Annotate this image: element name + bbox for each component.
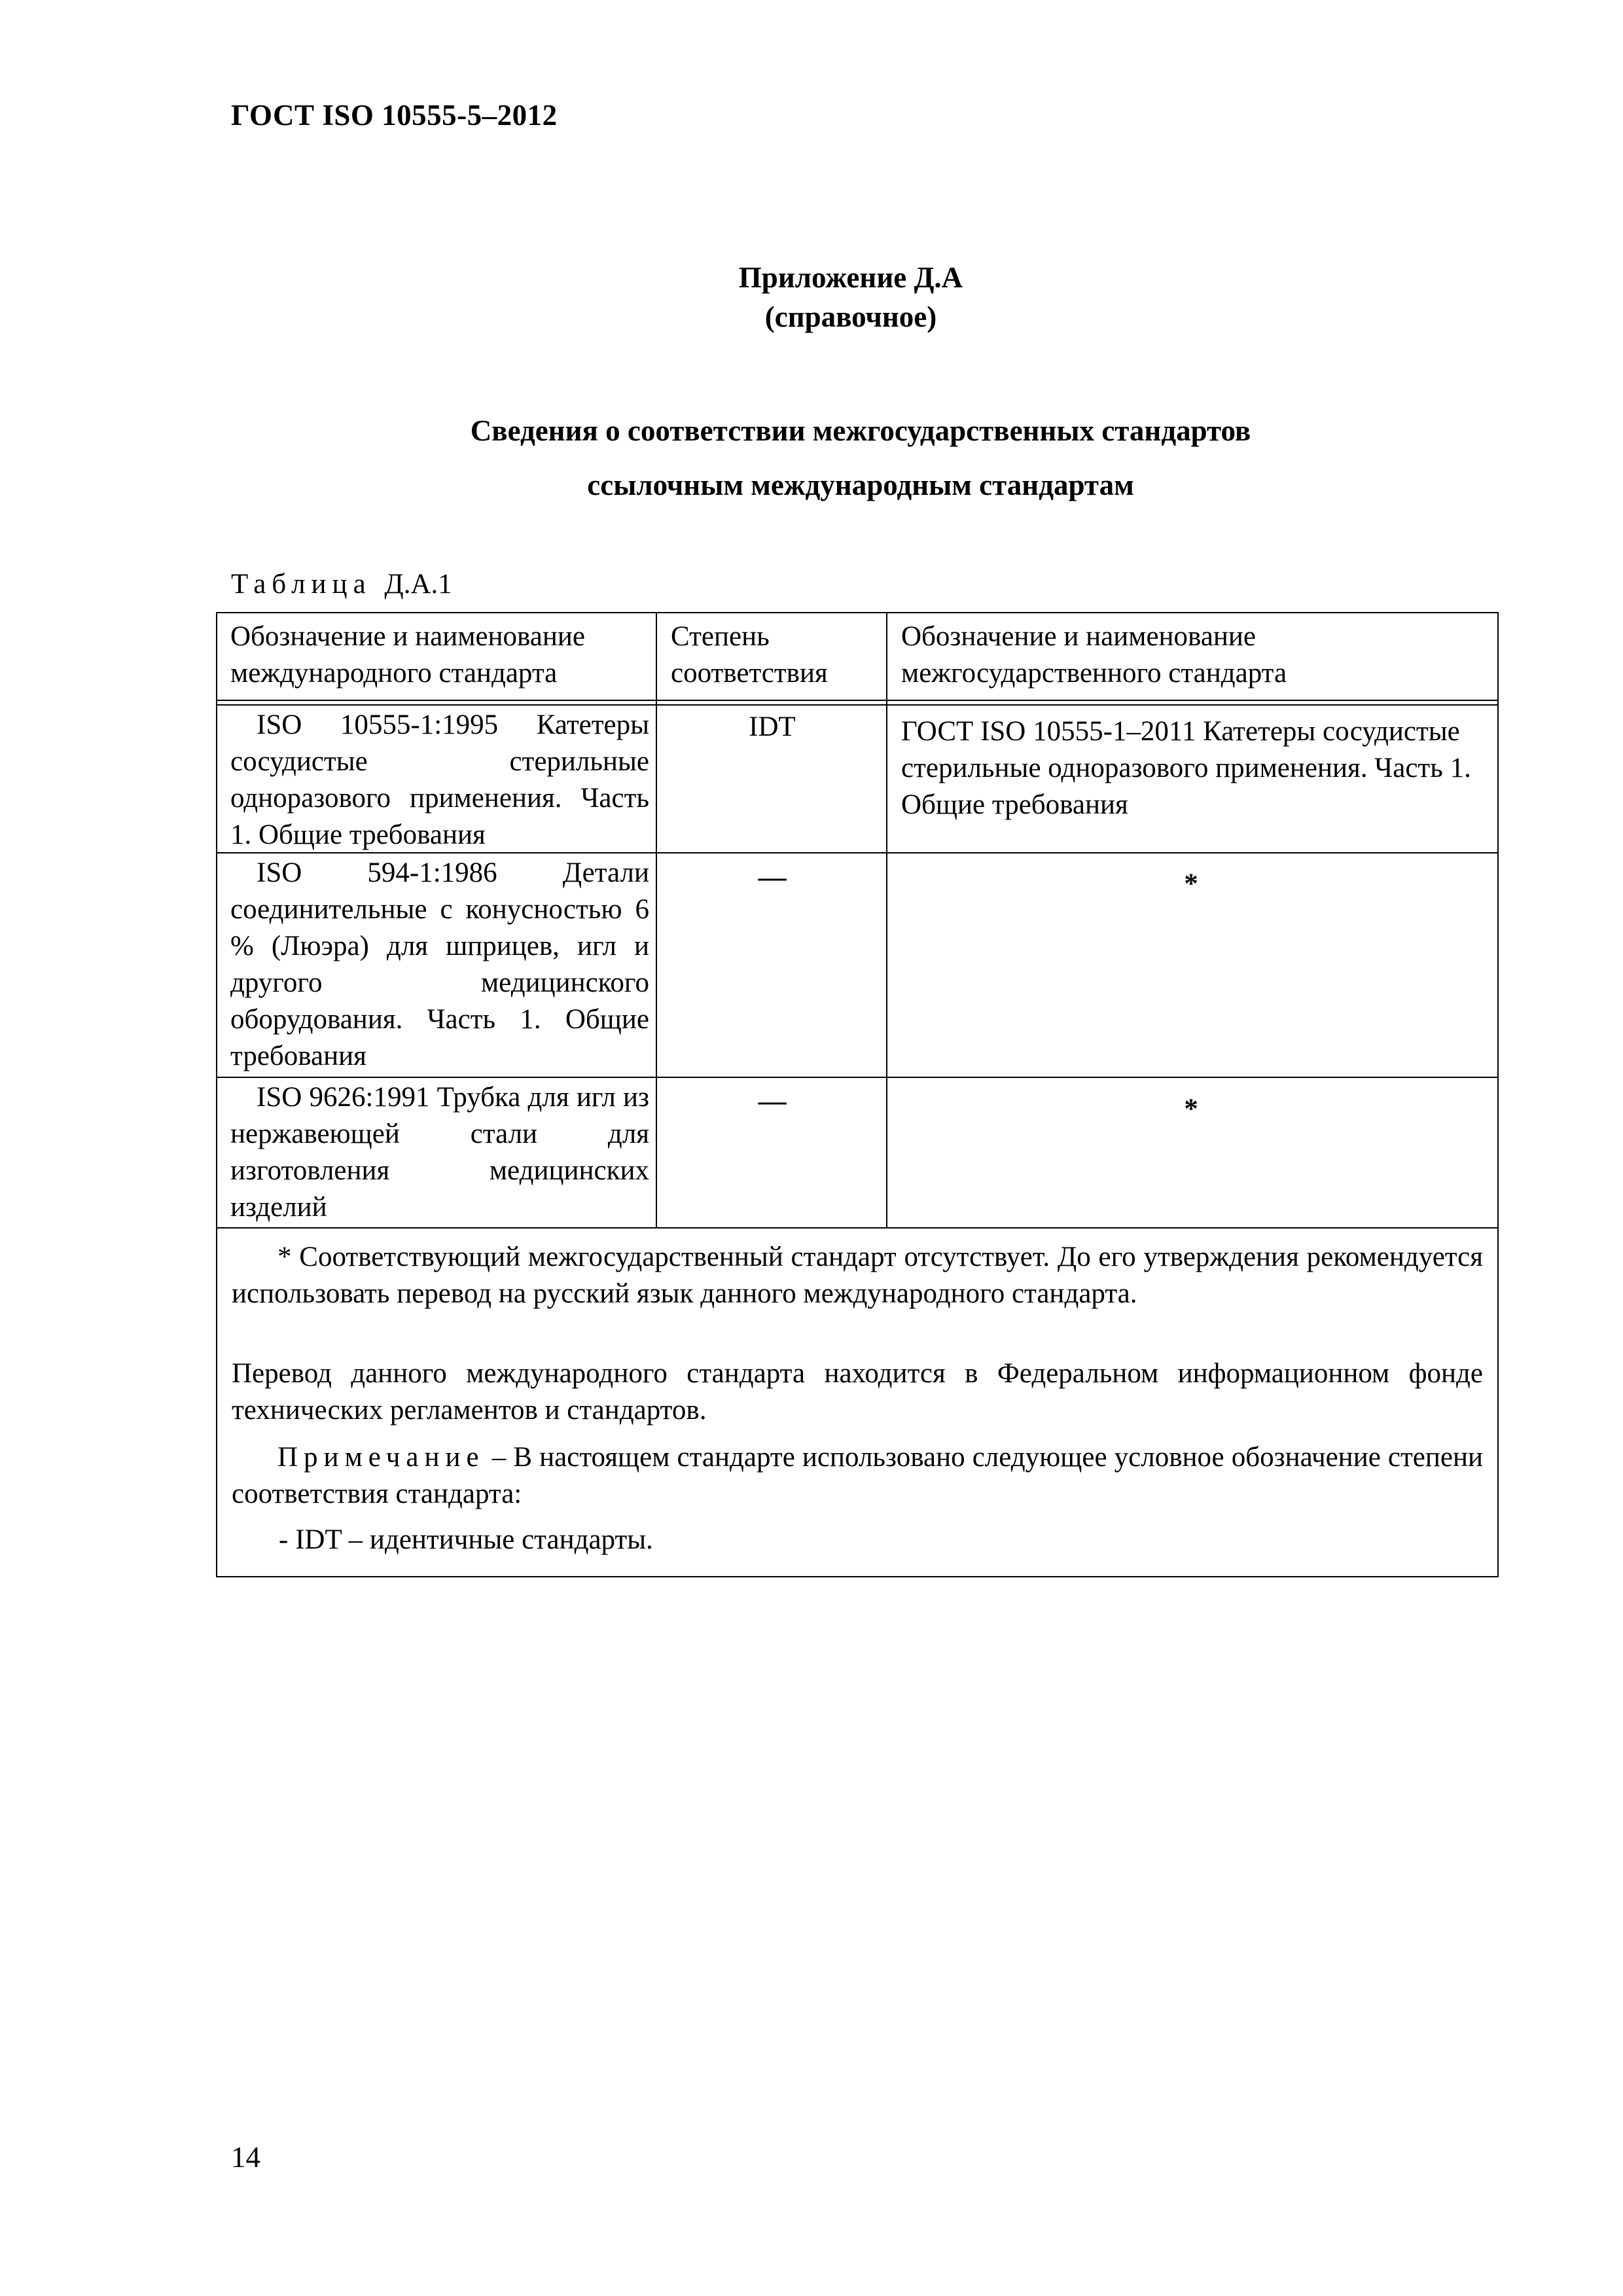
- section-title-line-2: ссылочным международным стандартам: [587, 469, 1134, 501]
- table-note: [232, 1439, 1483, 1513]
- section-title-line-1: Сведения о соответствии межгосударственных стандартов: [470, 414, 1251, 447]
- table-footnote: * Соответствующий межгосударственный стандарт отсутствует. До его утверждения рекомендуется использовать перевод на русский язык данного международного стандарта.: [232, 1242, 1483, 1309]
- annex-subtitle: (справочное): [764, 300, 937, 333]
- row-2-international: ISO 594-1:1986 Детали соединительные с конусностью 6 % (Люэра) для шприцев, игл и другого медицинского оборудования. Часть 1. Общие требования: [230, 857, 649, 1071]
- table-caption: [231, 568, 452, 600]
- row-3-international: ISO 9626:1991 Трубка для игл из нержавеющей стали для изготовления медицинских изделий: [230, 1082, 649, 1223]
- annex-title: Приложение Д.А: [738, 261, 963, 294]
- row-2-interstate: *: [1184, 869, 1198, 899]
- header-rule-1: [216, 700, 1499, 701]
- row-1-international: ISO 10555-1:1995 Катетеры сосудистые стерильные одноразового применения. Часть 1. Общие требования: [230, 709, 649, 850]
- header-international: Обозначение и наименование международного стандарта: [230, 621, 585, 689]
- table-caption-number: Д.А.1: [384, 569, 452, 600]
- table-caption-word: Таблица: [231, 569, 372, 600]
- note-text: – В настоящем стандарте использовано следующее условное обозначение степени соответствия стандарта:: [232, 1442, 1483, 1509]
- note-label: Примечание: [277, 1442, 485, 1473]
- row-divider-2: [216, 1077, 1499, 1078]
- translation-note: Перевод данного международного стандарта находится в Федеральном информационном фонде технических регламентов и стандартов.: [232, 1358, 1483, 1426]
- row-3-degree: —: [758, 1086, 787, 1117]
- header-interstate: Обозначение и наименование межгосударственного стандарта: [901, 621, 1287, 689]
- row-divider-3: [216, 1227, 1499, 1229]
- row-1-degree: IDT: [749, 711, 796, 742]
- standards-table: [216, 612, 1499, 1577]
- header-rule-2: [216, 704, 1499, 706]
- legend-item: - IDT – идентичные стандарты.: [279, 1524, 653, 1555]
- header-degree: Степень соответствия: [671, 621, 828, 689]
- row-2-degree: —: [758, 862, 787, 893]
- page-number: 14: [231, 2141, 260, 2174]
- document-header: ГОСТ ISO 10555-5–2012: [231, 99, 558, 132]
- row-1-interstate: ГОСТ ISO 10555-1–2011 Катетеры сосудистые стерильные одноразового применения. Часть 1. Общие требования: [901, 716, 1471, 820]
- row-3-interstate: *: [1184, 1094, 1198, 1124]
